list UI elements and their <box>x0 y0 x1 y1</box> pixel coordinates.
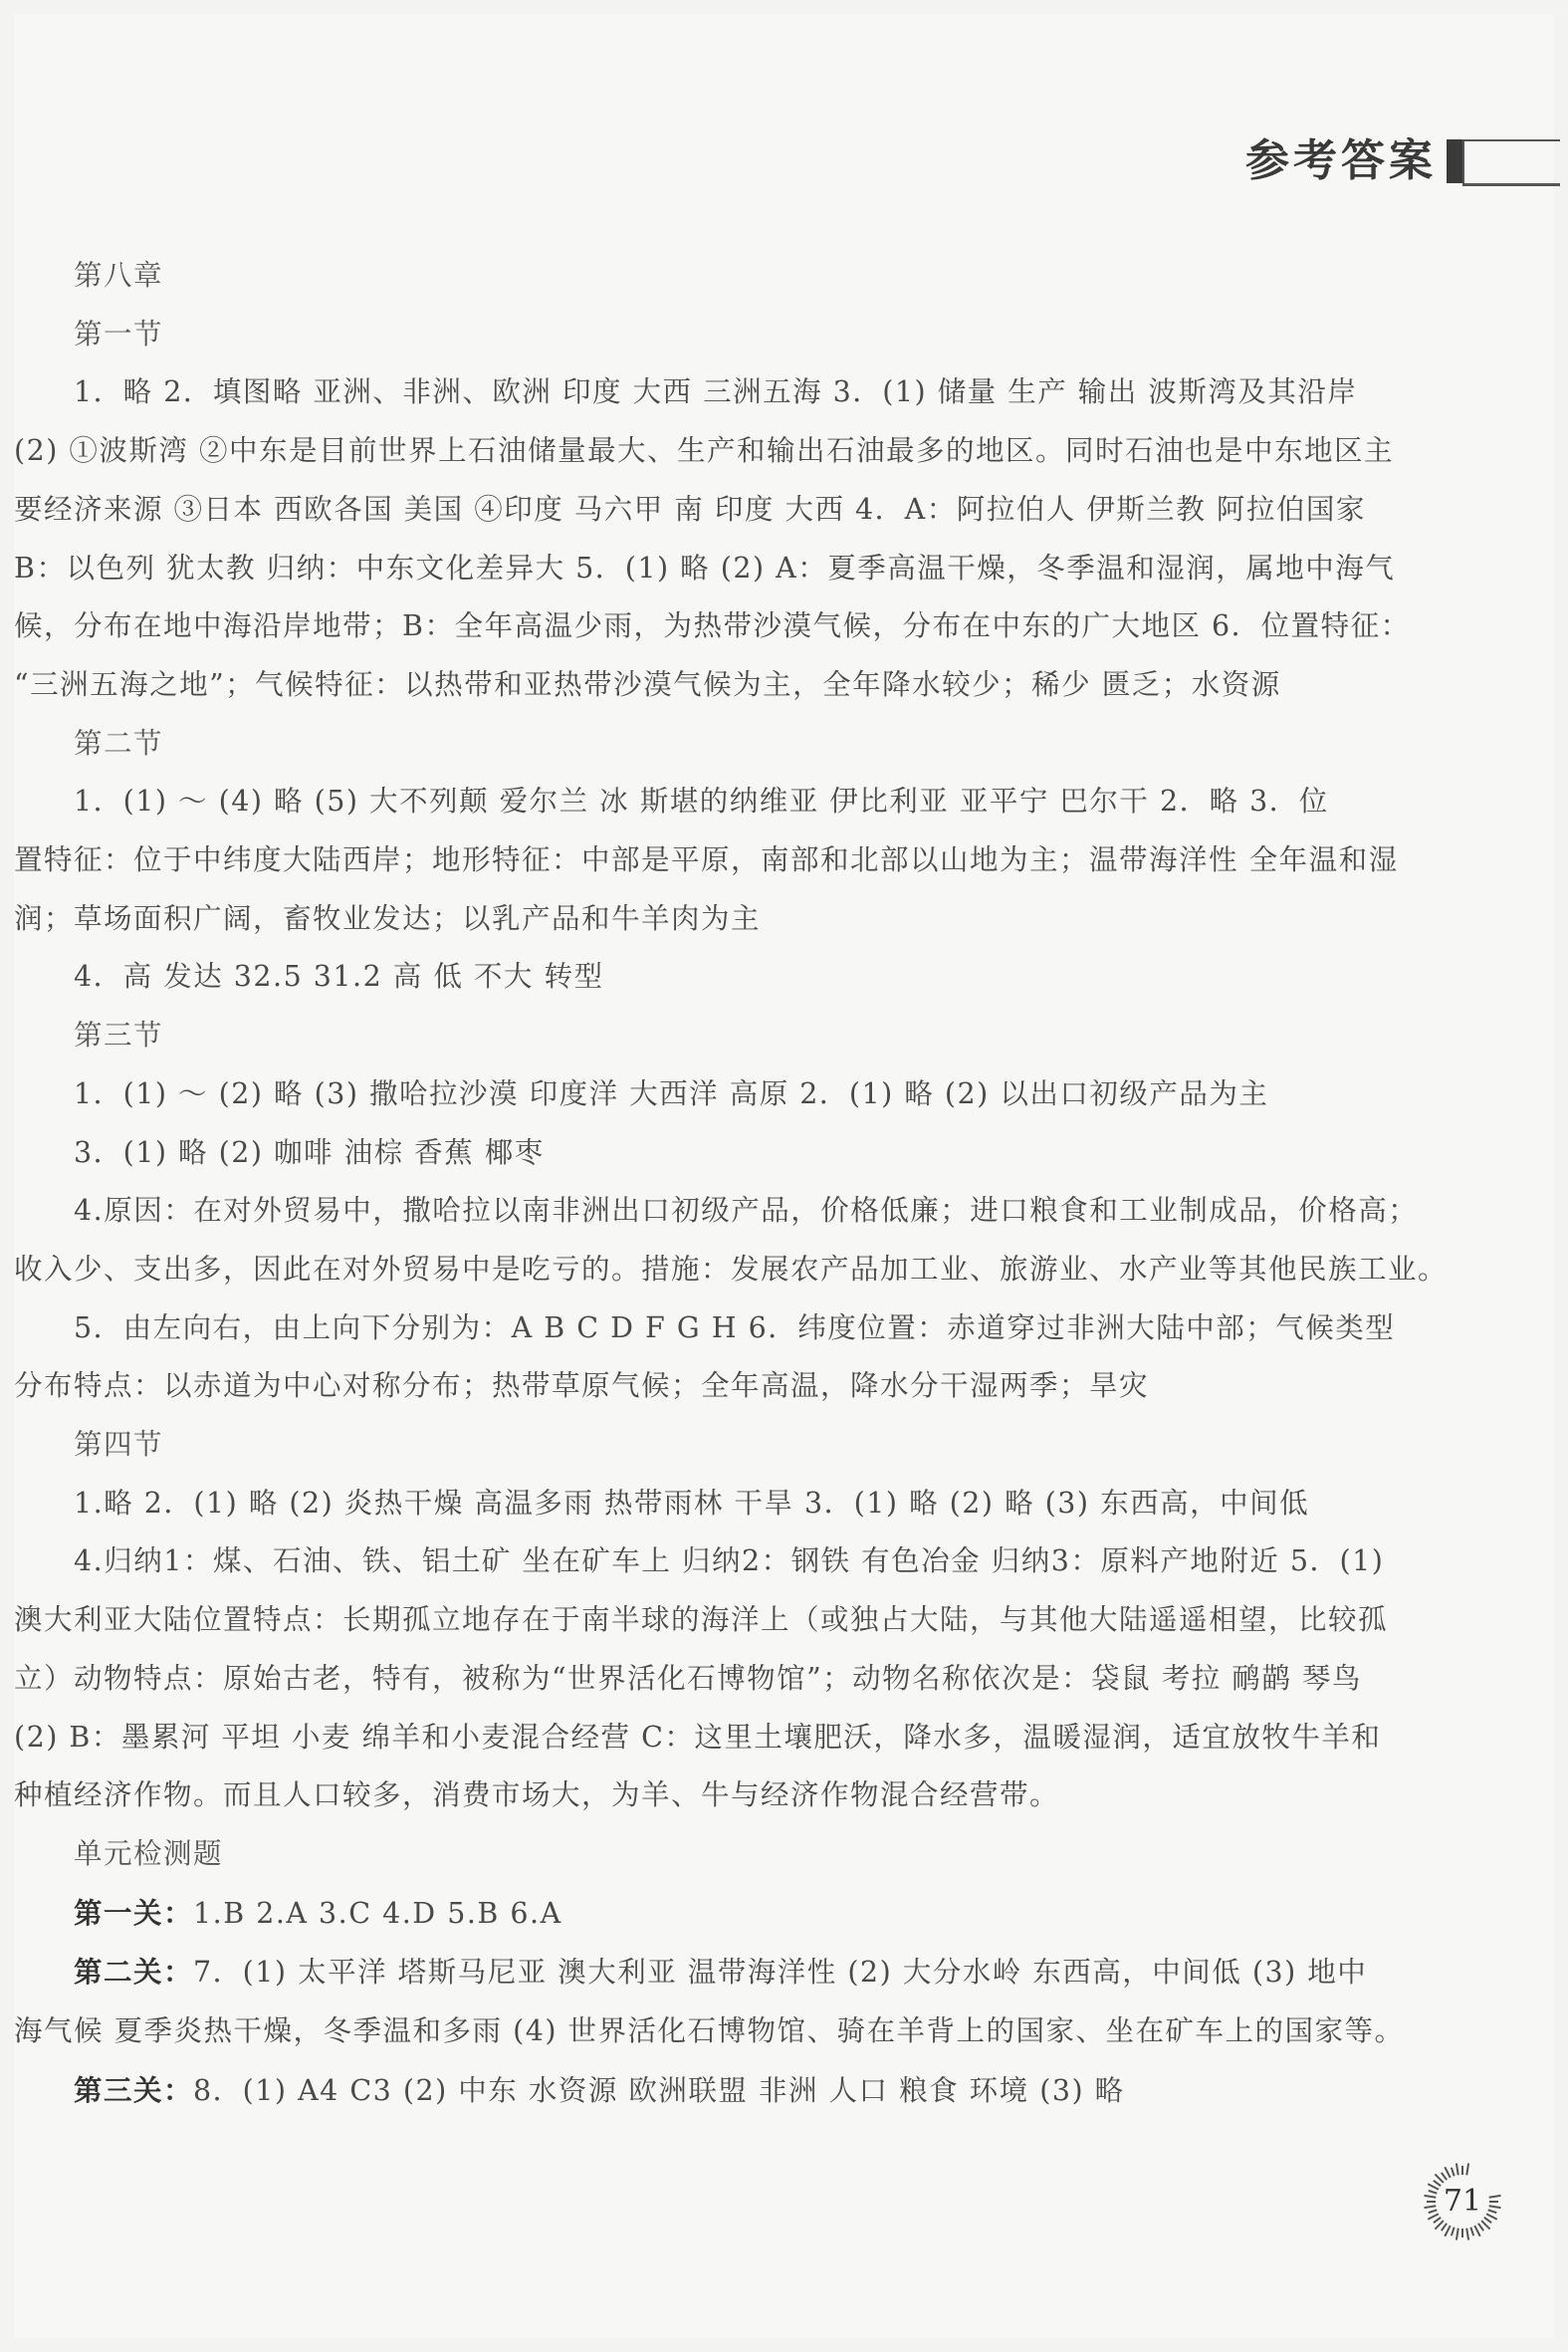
answer-line: (2) ①波斯湾 ②中东是目前世界上石油储量最大、生产和输出石油最多的地区。同时石油也是中东地区主 <box>14 434 1394 468</box>
answer-text: 1.B 2.A 3.C 4.D 5.B 6.A <box>193 1896 562 1930</box>
answer-line: 3．(1) 略 (2) 咖啡 油棕 香蕉 椰枣 <box>74 1135 545 1169</box>
section-heading: 第八章 <box>74 259 164 292</box>
answer-line: 澳大利亚大陆位置特点：长期孤立地存在于南半球的海洋上（或独占大陆，与其他大陆遥遥相望，比较孤 <box>14 1603 1389 1637</box>
answer-line <box>14 2061 1457 2121</box>
answer-line: 要经济来源 ③日本 西欧各国 美国 ④印度 马六甲 南 印度 大西 4．A：阿拉伯人 伊斯兰教 阿拉伯国家 <box>14 492 1366 526</box>
answer-line: (2) B：墨累河 平坦 小麦 绵羊和小麦混合经营 C：这里土壤肥沃，降水多，温暖湿润，适宜放牧牛羊和 <box>14 1720 1382 1754</box>
answer-line: 5．由左向右，由上向下分别为：A B C D F G H 6．纬度位置：赤道穿过非洲大陆中部；气候类型 <box>74 1310 1396 1344</box>
page-number: 71 <box>1443 2184 1482 2219</box>
header-bar-decoration <box>1447 139 1462 183</box>
answer-line: 1．(1) ～ (2) 略 (3) 撒哈拉沙漠 印度洋 大西洋 高原 2．(1) 略 (2) 以出口初级产品为主 <box>74 1076 1269 1110</box>
answer-text: 7．(1) 太平洋 塔斯马尼亚 澳大利亚 温带海洋性 (2) 大分水岭 东西高，中间低 (3) 地中 <box>193 1956 1368 1990</box>
answer-text: 8．(1) A4 C3 (2) 中东 水资源 欧洲联盟 非洲 人口 粮食 环境 (3) 略 <box>193 2073 1125 2107</box>
answer-line: B：以色列 犹太教 归纳：中东文化差异大 5．(1) 略 (2) A：夏季高温干燥，冬季温和湿润，属地中海气 <box>14 551 1396 585</box>
section-heading: 单元检测题 <box>74 1836 224 1870</box>
answer-line: 种植经济作物。而且人口较多，消费市场大，为羊、牛与经济作物混合经营带。 <box>14 1778 1060 1812</box>
header-title: 参考答案 <box>1245 135 1437 186</box>
answer-line: 分布特点：以赤道为中心对称分布；热带草原气候；全年高温，降水分干湿两季；旱灾 <box>14 1369 1150 1403</box>
section-heading: 第一节 <box>74 317 164 351</box>
level-label: 第二关： <box>74 1955 194 1990</box>
answer-line: 1．(1) ～ (4) 略 (5) 大不列颠 爱尔兰 冰 斯堪的纳维亚 伊比利亚 亚平宁 巴尔干 2．略 3．位 <box>74 785 1329 819</box>
answer-line: 4.原因：在对外贸易中，撒哈拉以南非洲出口初级产品，价格低廉；进口粮食和工业制成品，价格高； <box>74 1194 1419 1228</box>
page-header <box>1210 133 1568 189</box>
answer-line: 候，分布在地中海沿岸地带；B：全年高温少雨，为热带沙漠气候，分布在中东的广大地区 6．位置特征： <box>14 609 1411 643</box>
page-number-badge <box>1422 2161 1503 2242</box>
level-label: 第三关： <box>74 2072 194 2107</box>
answer-content <box>14 247 1457 2121</box>
section-heading: 第二节 <box>74 726 164 760</box>
header-box-decoration <box>1462 139 1560 186</box>
section-heading: 第三节 <box>74 1019 164 1053</box>
answer-line: “三洲五海之地”；气候特征：以热带和亚热带沙漠气候为主，全年降水较少；稀少 匮乏；水资源 <box>14 667 1281 701</box>
answer-line: 置特征：位于中纬度大陆西岸；地形特征：中部是平原，南部和北部以山地为主；温带海洋性 全年温和湿 <box>14 843 1399 877</box>
answer-line: 4.归纳1：煤、石油、铁、铝土矿 坐在矿车上 归纳2：钢铁 有色冶金 归纳3：原料产地附近 5．(1) <box>74 1544 1385 1578</box>
answer-line: 润；草场面积广阔，畜牧业发达；以乳产品和牛羊肉为主 <box>14 901 762 935</box>
answer-line: 1．略 2．填图略 亚洲、非洲、欧洲 印度 大西 三洲五海 3．(1) 储量 生产 输出 波斯湾及其沿岸 <box>74 375 1358 409</box>
answer-line: 4．高 发达 32.5 31.2 高 低 不大 转型 <box>74 960 604 994</box>
level-label: 第一关： <box>74 1895 194 1930</box>
answer-line: 收入少、支出多，因此在对外贸易中是吃亏的。措施：发展农产品加工业、旅游业、水产业等其他民族工业。 <box>14 1252 1449 1286</box>
answer-line: 1.略 2．(1) 略 (2) 炎热干燥 高温多雨 热带雨林 干旱 3．(1) 略 (2) 略 (3) 东西高，中间低 <box>74 1486 1310 1520</box>
answer-line: 立）动物特点：原始古老，特有，被称为“世界活化石博物馆”；动物名称依次是：袋鼠 考拉 鸸鹋 琴鸟 <box>14 1661 1362 1695</box>
answer-line <box>14 1884 1457 1944</box>
answer-line <box>14 1943 1457 2002</box>
answer-line: 海气候 夏季炎热干燥，冬季温和多雨 (4) 世界活化石博物馆、骑在羊背上的国家、坐在矿车上的国家等。 <box>14 2014 1405 2048</box>
section-heading: 第四节 <box>74 1428 164 1462</box>
